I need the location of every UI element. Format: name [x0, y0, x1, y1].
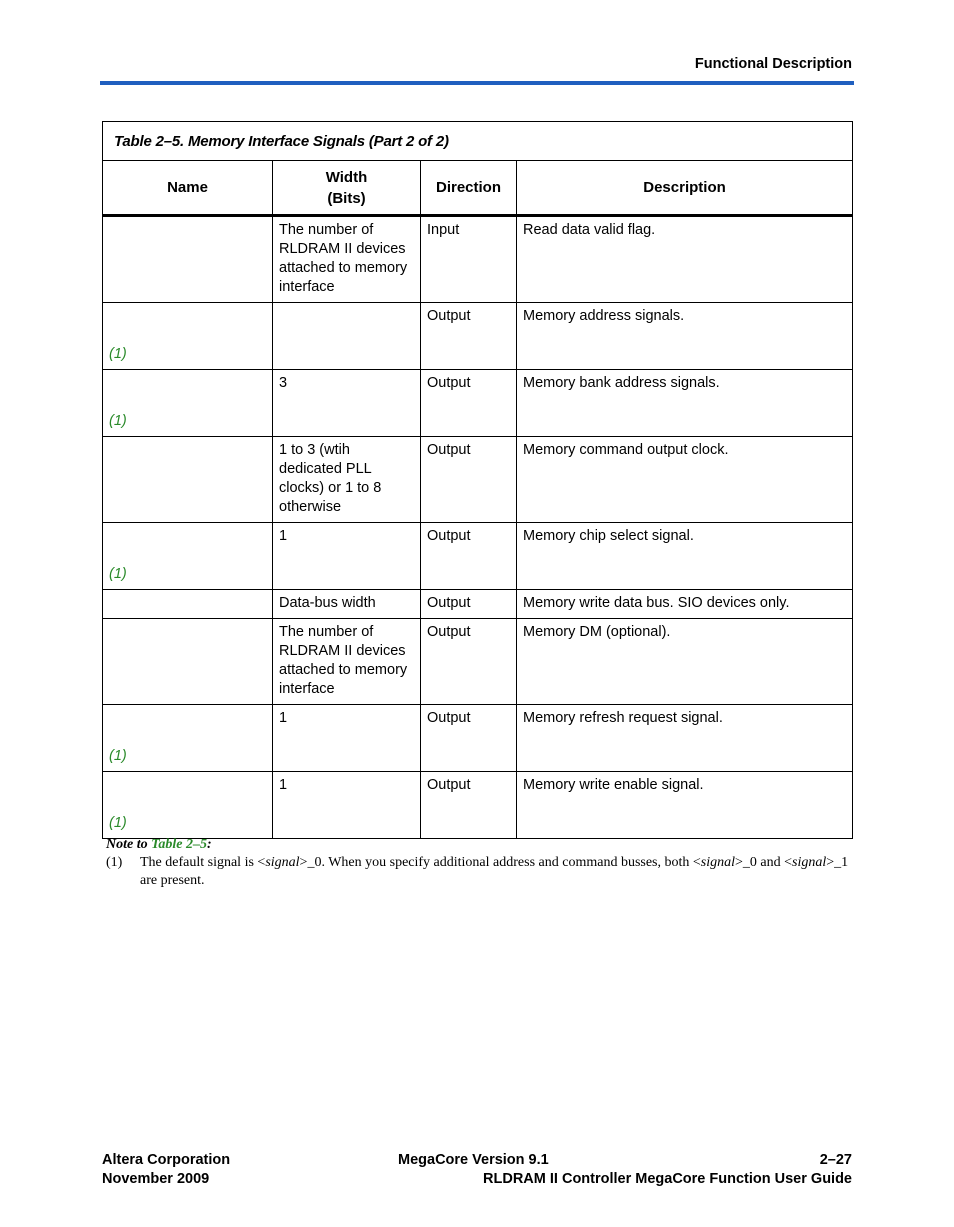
- signal-name-cell: [103, 523, 273, 590]
- width-cell: The number of RLDRAM II devices attached to memory interface: [273, 216, 421, 303]
- table-cross-reference-link[interactable]: Table 2–5: [151, 837, 207, 852]
- note-reference: (1): [109, 346, 127, 362]
- note-text: [140, 854, 852, 890]
- table-caption: Table 2–5. Memory Interface Signals (Part 2 of 2): [103, 122, 853, 161]
- note-reference: (1): [109, 815, 127, 831]
- table-row: [103, 437, 853, 523]
- table-row: [103, 619, 853, 705]
- table-row: [103, 523, 853, 590]
- description-cell: Read data valid flag.: [517, 216, 853, 303]
- table-notes: [106, 836, 852, 890]
- description-cell: Memory DM (optional).: [517, 619, 853, 705]
- width-cell: Data-bus width: [273, 590, 421, 619]
- column-header-name: Name: [103, 161, 273, 216]
- note-text-italic: signal: [792, 855, 827, 870]
- footer-guide-title: RLDRAM II Controller MegaCore Function User Guide: [483, 1171, 852, 1187]
- note-text-part: >_0. When you specify additional address and command busses, both <: [299, 855, 701, 870]
- signal-name-cell: [103, 590, 273, 619]
- column-header-width-line1: Width: [325, 168, 368, 186]
- column-header-description: Description: [517, 161, 853, 216]
- signal-name-cell: [103, 619, 273, 705]
- table-row: [103, 705, 853, 772]
- signal-name-cell: [103, 705, 273, 772]
- table-row: [103, 370, 853, 437]
- running-header-section: Functional Description: [694, 56, 852, 72]
- table-row: [103, 216, 853, 303]
- signal-name-cell: [103, 370, 273, 437]
- description-cell: Memory chip select signal.: [517, 523, 853, 590]
- footer-left: [102, 1151, 230, 1189]
- direction-cell: Output: [421, 590, 517, 619]
- note-reference: (1): [109, 748, 127, 764]
- notes-title: [106, 836, 852, 854]
- note-reference: (1): [109, 413, 127, 429]
- direction-cell: Output: [421, 772, 517, 839]
- column-header-width: [273, 161, 421, 216]
- note-text-part: The default signal is <: [140, 855, 266, 870]
- description-cell: Memory address signals.: [517, 303, 853, 370]
- width-cell: 1: [273, 705, 421, 772]
- signal-name-cell: [103, 303, 273, 370]
- notes-title-suffix: :: [206, 837, 212, 852]
- footer-company: Altera Corporation: [102, 1152, 231, 1168]
- width-cell: The number of RLDRAM II devices attached to memory interface: [273, 619, 421, 705]
- note-item: [106, 854, 852, 890]
- footer-right: [483, 1151, 852, 1189]
- note-text-part: >_1 are present.: [140, 855, 849, 888]
- direction-cell: Output: [421, 370, 517, 437]
- column-header-direction: Direction: [421, 161, 517, 216]
- width-cell: 1: [273, 772, 421, 839]
- footer-page-number: 2–27: [819, 1152, 852, 1168]
- width-cell: [273, 303, 421, 370]
- description-cell: Memory write data bus. SIO devices only.: [517, 590, 853, 619]
- signal-name-cell: [103, 437, 273, 523]
- note-number: (1): [106, 855, 123, 870]
- width-cell: 3: [273, 370, 421, 437]
- memory-interface-signals-table: [102, 121, 853, 839]
- table-row: [103, 590, 853, 619]
- table-row: [103, 772, 853, 839]
- direction-cell: Input: [421, 216, 517, 303]
- column-header-width-line2: (Bits): [327, 189, 366, 207]
- width-cell: 1: [273, 523, 421, 590]
- note-text-italic: signal: [700, 855, 736, 870]
- note-text-part: >_0 and <: [735, 855, 793, 870]
- description-cell: Memory bank address signals.: [517, 370, 853, 437]
- direction-cell: Output: [421, 619, 517, 705]
- description-cell: Memory write enable signal.: [517, 772, 853, 839]
- note-text-italic: signal: [265, 855, 300, 870]
- description-cell: Memory refresh request signal.: [517, 705, 853, 772]
- direction-cell: Output: [421, 303, 517, 370]
- direction-cell: Output: [421, 437, 517, 523]
- table-row: [103, 303, 853, 370]
- table-header-row: [103, 161, 853, 216]
- footer-date: November 2009: [102, 1171, 210, 1187]
- description-cell: Memory command output clock.: [517, 437, 853, 523]
- direction-cell: Output: [421, 523, 517, 590]
- signal-name-cell: [103, 216, 273, 303]
- width-cell: 1 to 3 (wtih dedicated PLL clocks) or 1 to 8 otherwise: [273, 437, 421, 523]
- note-reference: (1): [109, 566, 127, 582]
- direction-cell: Output: [421, 705, 517, 772]
- header-rule: [100, 81, 854, 85]
- footer-version: MegaCore Version 9.1: [398, 1152, 549, 1168]
- notes-title-prefix: Note to: [106, 837, 152, 852]
- signal-name-cell: [103, 772, 273, 839]
